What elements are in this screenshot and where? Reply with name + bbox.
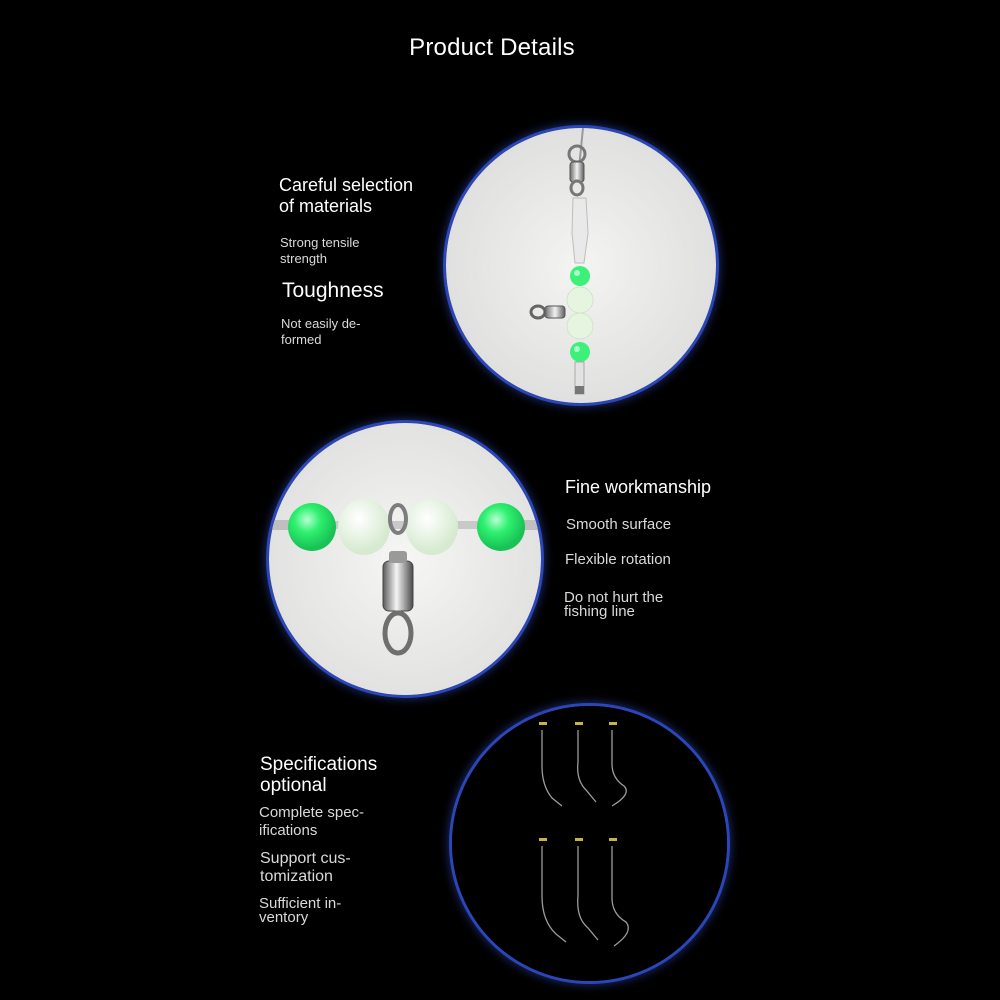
section1-heading: Careful selection of materials — [279, 175, 414, 216]
section3-feature-custom: Support cus- tomization — [260, 850, 351, 885]
page-title: Product Details — [409, 34, 575, 61]
section2-feature-smooth: Smooth surface — [566, 516, 672, 533]
section1-subheading: Toughness — [282, 279, 384, 302]
three-way-swivel-illustration — [269, 423, 541, 695]
swivel-bead-illustration — [446, 128, 716, 403]
section3-feature-specs: Complete spec- ifications — [259, 804, 365, 839]
section1-feature-deformed: Not easily de- formed — [281, 316, 361, 347]
section3-feature-inventory: Sufficient in- ventory — [259, 895, 342, 926]
three-way-swivel-photo — [266, 420, 544, 698]
rig-size-options-photo — [449, 703, 730, 984]
swivel-bead-product-photo — [443, 125, 719, 406]
rig-sizes-illustration — [452, 706, 727, 981]
section3-heading: Specifications optional — [260, 754, 378, 796]
section2-feature-rotation: Flexible rotation — [565, 551, 671, 568]
section1-feature-tensile: Strong tensile strength — [280, 235, 360, 266]
section2-feature-line: Do not hurt the fishing line — [564, 589, 664, 620]
section2-heading: Fine workmanship — [565, 477, 712, 497]
